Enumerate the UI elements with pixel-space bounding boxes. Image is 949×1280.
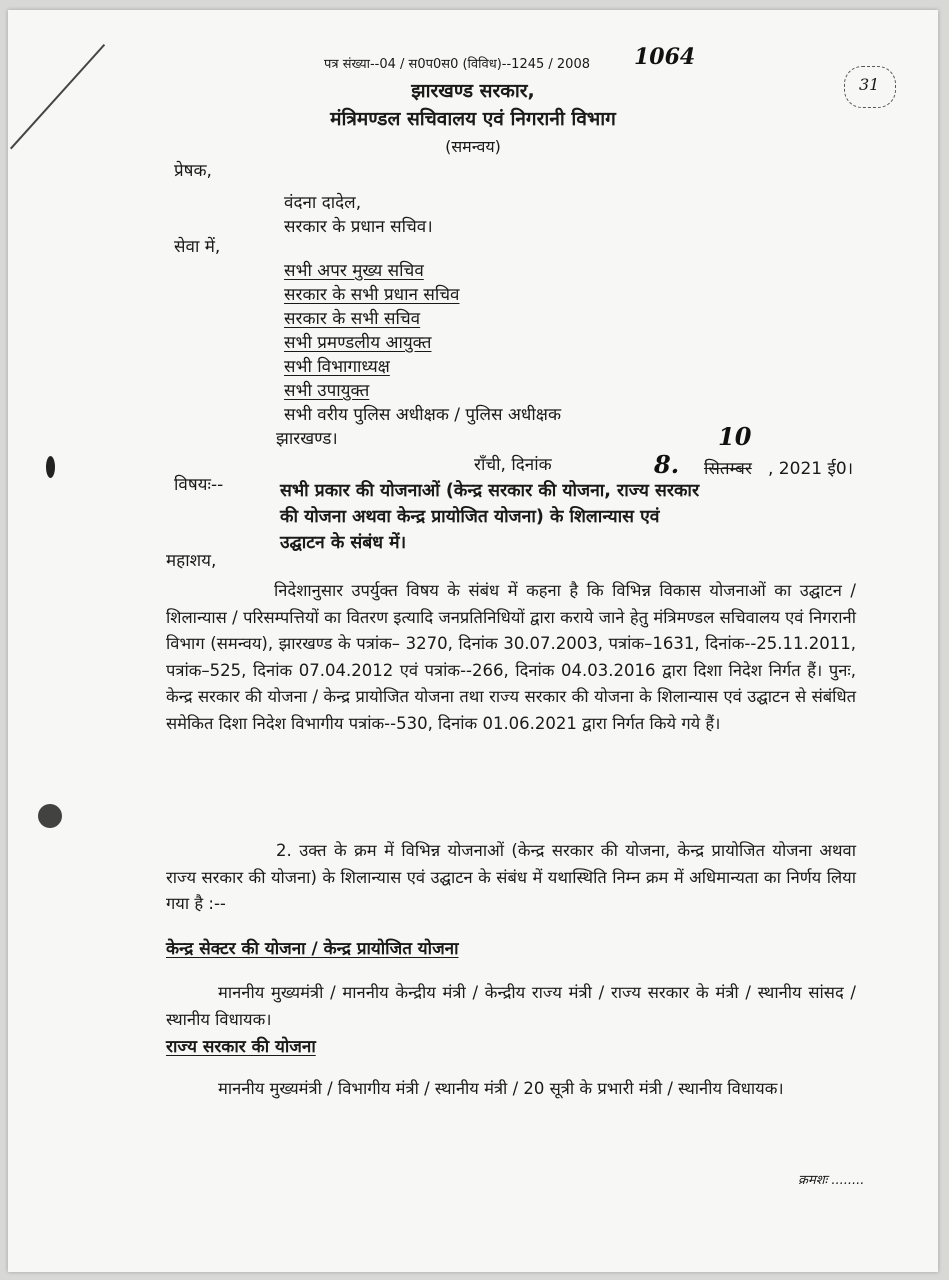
section-text-state: माननीय मुख्यमंत्री / विभागीय मंत्री / स्थानीय मंत्री / 20 सूत्री के प्रभारी मंत्री / स्थानीय विधायक।: [218, 1079, 784, 1098]
recipient-item: सरकार के सभी सचिव: [284, 309, 421, 329]
sub-department: (समन्वय): [445, 137, 501, 156]
date-year: , 2021 ई0।: [768, 459, 854, 479]
letter-number: पत्र संख्या--04 / स0प0स0 (विविध)--1245 / 2008: [324, 57, 590, 72]
department-title: मंत्रिमण्डल सचिवालय एवं निगरानी विभाग: [330, 108, 616, 130]
subject-line: की योजना अथवा केन्द्र प्रायोजित योजना) के शिलान्यास एवं: [280, 507, 660, 527]
struck-month: सितम्बर: [704, 459, 752, 479]
handwritten-month: 10: [718, 422, 752, 451]
recipient-state: झारखण्ड।: [276, 429, 338, 449]
letter-page: [8, 10, 938, 1272]
page-number: 31: [859, 75, 880, 94]
recipient-item: सभी प्रमण्डलीय आयुक्त: [284, 333, 432, 353]
handwritten-day: 8.: [654, 450, 680, 479]
subject-label: विषयः--: [174, 475, 224, 495]
sender-name: वंदना दादेल,: [284, 193, 362, 213]
body-paragraph-2: 2. उक्त के क्रम में विभिन्न योजनाओं (केन्द्र सरकार की योजना, केन्द्र प्रायोजित योजना अथवा राज्य सरकार की योजना) के शिलान्यास एवं उद्घाटन के संबंध में यथास्थिति निम्न क्रम में अधिमान्यता का निर्णय लिया गया है :--: [166, 841, 856, 913]
section-text-central: माननीय मुख्यमंत्री / माननीय केन्द्रीय मंत्री / केन्द्रीय राज्य मंत्री / राज्य सरकार के मंत्री / स्थानीय सांसद / स्थानीय विधायक।: [166, 983, 856, 1029]
handwritten-letter-number: 1064: [634, 44, 696, 70]
recipient-item: सरकार के सभी प्रधान सचिव: [284, 285, 460, 305]
recipients-label: सेवा में,: [174, 237, 221, 257]
subject-line: सभी प्रकार की योजनाओं (केन्द्र सरकार की योजना, राज्य सरकार: [280, 481, 700, 501]
body-paragraph-1: निदेशानुसार उपर्युक्त विषय के संबंध में कहना है कि विभिन्न विकास योजनाओं का उद्घाटन / शिलान्यास / परिसम्पत्तियों का वितरण इत्यादि जनप्रतिनिधियों द्वारा कराये जाने हेतु मंत्रिमण्डल सचिवालय एवं निगरानी विभाग (समन्वय), झारखण्ड के पत्रांक– 3270, दिनांक 30.07.2003, पत्रांक–1631, दिनांक--25.11.2011, पत्रांक–525, दिनांक 07.04.2012 एवं पत्रांक--266, दिनांक 04.03.2016 द्वारा दिशा निदेश निर्गत हैं। पुनः, केन्द्र सरकार की योजना / केन्द्र प्रायोजित योजना तथा राज्य सरकार की योजना के शिलान्यास एवं उद्घाटन से संबंधित समेकित दिशा निदेश विभागीय पत्रांक--530, दिनांक 01.06.2021 द्वारा निर्गत किये गये हैं।: [166, 581, 856, 733]
recipient-item: सभी उपायुक्त: [284, 381, 370, 401]
continued-mark: क्रमशः ........: [798, 1173, 865, 1188]
section-heading-state: राज्य सरकार की योजना: [166, 1037, 316, 1057]
recipient-item: सभी विभागाध्यक्ष: [284, 357, 390, 377]
government-title: झारखण्ड सरकार,: [411, 80, 535, 102]
sender-designation: सरकार के प्रधान सचिव।: [284, 217, 433, 237]
date-place: राँची, दिनांक: [474, 455, 552, 475]
punch-hole: [38, 804, 62, 828]
section-heading-central: केन्द्र सेक्टर की योजना / केन्द्र प्रायोजित योजना: [166, 939, 459, 959]
subject-line: उद्घाटन के संबंध में।: [280, 533, 407, 553]
salutation: महाशय,: [166, 551, 217, 571]
punch-mark: [46, 456, 55, 478]
recipient-item: सभी वरीय पुलिस अधीक्षक / पुलिस अधीक्षक: [284, 405, 561, 425]
sender-label: प्रेषक,: [174, 161, 212, 181]
recipient-item: सभी अपर मुख्य सचिव: [284, 261, 424, 281]
